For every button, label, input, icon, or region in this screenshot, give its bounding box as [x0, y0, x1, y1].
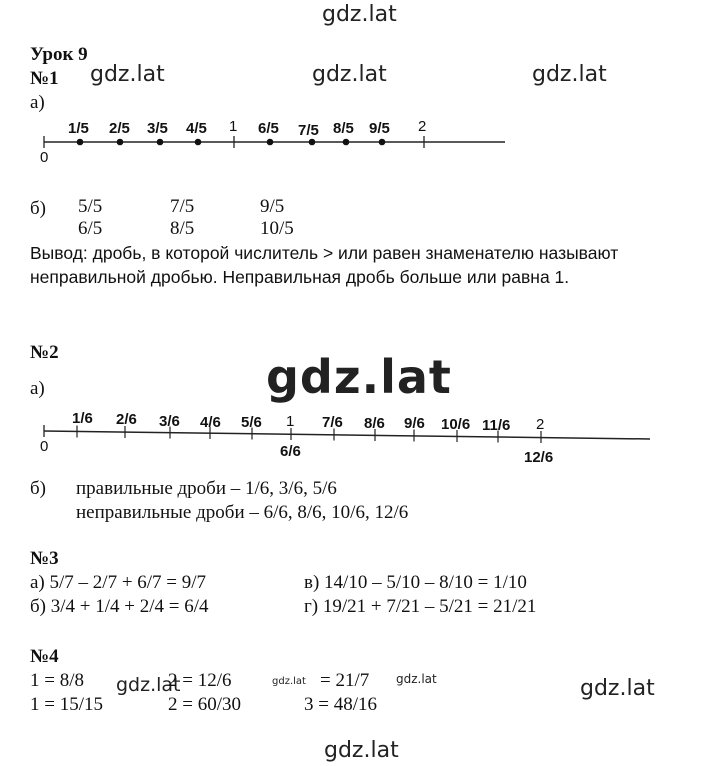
line2-tick-label: 8/6: [364, 415, 385, 432]
watermark-low-tiny: gdz.lat: [272, 676, 306, 687]
line2-tick-label: 4/6: [200, 414, 221, 431]
fraction: 7/5: [170, 196, 195, 217]
line2-tick-label: 2: [536, 416, 545, 433]
task4-eq: 3 = 48/16: [304, 694, 377, 715]
line2-tick-label: 5/6: [241, 414, 262, 431]
point-2-5: [117, 139, 124, 146]
line2-below-label: 12/6: [524, 449, 554, 466]
task4-eq: 1 = 15/15: [30, 694, 103, 715]
line1-tick-label: 4/5: [186, 120, 207, 137]
line1-tick-label: 2/5: [109, 120, 130, 137]
task2-part-a: а): [30, 378, 45, 399]
watermark-large: gdz.lat: [266, 350, 452, 404]
point-6-5: [267, 139, 274, 146]
task3-item-v: в) 14/10 – 5/10 – 8/10 = 1/10: [304, 572, 527, 593]
conclusion-line-2: неправильной дробью. Неправильная дробь больше или равна 1.: [30, 267, 570, 287]
task1-label: №1: [30, 68, 59, 89]
fraction: 5/5: [78, 196, 103, 217]
watermark-bottom: gdz.lat: [324, 738, 399, 763]
conclusion-line-1: Вывод: дробь, в которой числитель > или равен знаменателю называют: [30, 243, 619, 263]
task1-part-b: б): [30, 198, 46, 219]
point-1-5: [77, 139, 84, 146]
task3-item-g: г) 19/21 + 7/21 – 5/21 = 21/21: [304, 596, 537, 617]
point-4-5: [195, 139, 202, 146]
line2-tick-label: 9/6: [404, 415, 425, 432]
line2-tick-label: 3/6: [159, 413, 180, 430]
point-3-5: [157, 139, 164, 146]
point-8-5: [343, 139, 350, 146]
number-line-2: [44, 431, 650, 439]
watermark-top: gdz.lat: [322, 2, 397, 27]
proper-fractions: правильные дроби – 1/6, 3/6, 5/6: [76, 478, 337, 499]
line2-zero: 0: [40, 438, 49, 455]
improper-fractions: неправильные дроби – 6/6, 8/6, 10/6, 12/6: [76, 502, 409, 523]
watermark-low-small: gdz.lat: [396, 672, 437, 686]
line1-tick-label: 9/5: [369, 120, 390, 137]
task4-eq: 2 = 12/6: [168, 670, 232, 691]
line2-tick-label: 11/6: [482, 417, 511, 434]
line2-below-label: 6/6: [280, 443, 301, 460]
point-9-5: [379, 139, 386, 146]
lesson-title: Урок 9: [30, 44, 88, 65]
line1-tick-label: 6/5: [258, 120, 279, 137]
fraction: 8/5: [170, 218, 195, 239]
task4-eq: = 21/7: [320, 670, 370, 691]
watermark-row1-right: gdz.lat: [532, 62, 607, 87]
line2-tick-label: 10/6: [441, 416, 471, 433]
watermark-row1-left: gdz.lat: [90, 62, 165, 87]
task3-item-b: б) 3/4 + 1/4 + 2/4 = 6/4: [30, 596, 209, 617]
line1-zero: 0: [40, 149, 49, 166]
task4-eq: 2 = 60/30: [168, 694, 241, 715]
task2-label: №2: [30, 342, 59, 363]
line1-tick-label: 1/5: [68, 120, 89, 137]
line1-tick-label: 2: [418, 118, 427, 135]
fraction: 6/5: [78, 218, 103, 239]
fraction: 10/5: [260, 218, 294, 239]
fraction: 9/5: [260, 196, 285, 217]
watermark-row1-center: gdz.lat: [312, 62, 387, 87]
watermark-low-left: gdz.lat: [116, 674, 181, 696]
task2-part-b: б): [30, 478, 46, 499]
task4-label: №4: [30, 646, 59, 667]
line1-tick-label: 3/5: [147, 120, 168, 137]
task1-part-a: а): [30, 92, 45, 113]
line1-tick-label: 8/5: [333, 120, 354, 137]
point-7-5: [309, 139, 316, 146]
task4-eq: 1 = 8/8: [30, 670, 84, 691]
line2-tick-label: 1: [286, 413, 295, 430]
task3-item-a: а) 5/7 – 2/7 + 6/7 = 9/7: [30, 572, 207, 593]
line1-tick-label: 1: [229, 118, 238, 135]
line1-tick-label: 7/5: [298, 122, 319, 139]
task3-label: №3: [30, 548, 59, 569]
line2-tick-label: 1/6: [72, 410, 93, 427]
watermark-low-right: gdz.lat: [580, 676, 655, 701]
line2-tick-label: 7/6: [322, 414, 343, 431]
line2-tick-label: 2/6: [116, 411, 137, 428]
